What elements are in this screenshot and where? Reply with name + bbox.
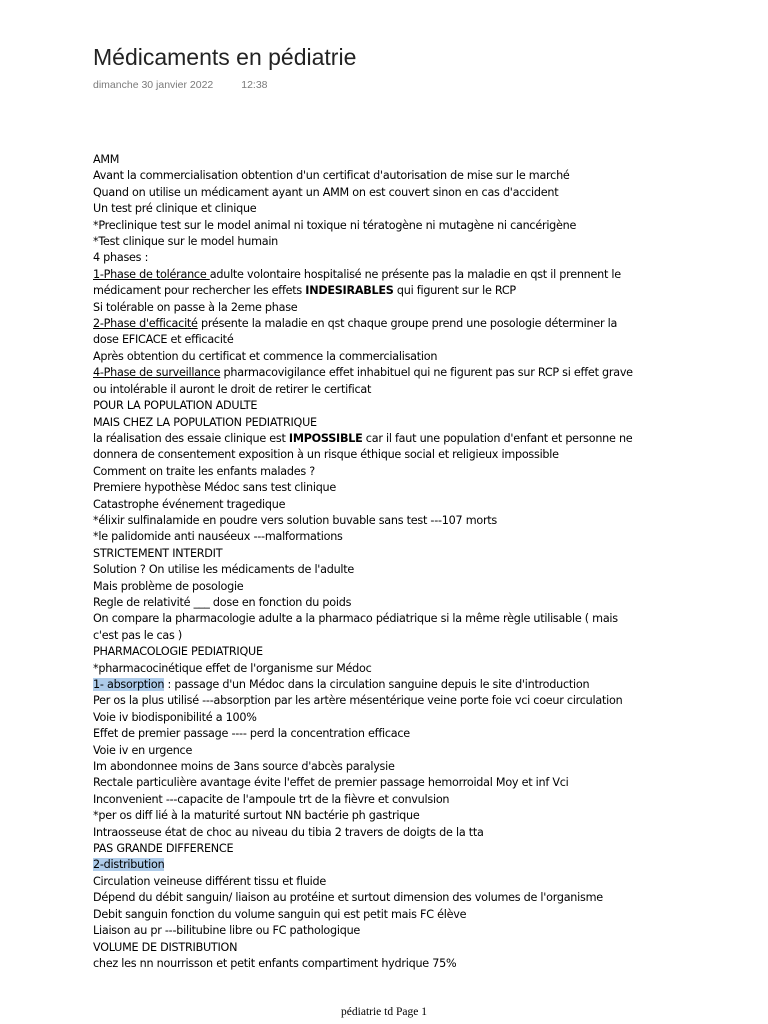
bold-phrase: INDESIRABLES	[305, 284, 394, 298]
bold-phrase: IMPOSSIBLE	[288, 431, 363, 445]
note-line	[93, 677, 683, 693]
note-line	[93, 529, 683, 545]
page-time: 12:38	[241, 79, 268, 91]
line-text: *le palidomide anti nauséeux ---malformations	[93, 530, 343, 544]
line-text: adulte volontaire hospitalisé ne présente pas la maladie en qst il prennent le	[209, 267, 621, 281]
note-body	[93, 152, 683, 972]
note-line	[93, 300, 683, 316]
note-line	[93, 447, 683, 463]
line-text: Un test pré clinique et clinique	[93, 202, 257, 216]
line-text: présente la maladie en qst chaque groupe prend une posologie déterminer la	[197, 317, 618, 331]
line-text: Avant la commercialisation obtention d'un certificat d'autorisation de mise sur le marché	[93, 169, 570, 183]
note-line	[93, 168, 683, 184]
line-text: Premiere hypothèse Médoc sans test clinique	[93, 481, 337, 495]
note-line	[93, 218, 683, 234]
note-line	[93, 497, 683, 513]
line-text: *élixir sulfinalamide en poudre vers solution buvable sans test ---107 morts	[93, 513, 498, 527]
line-text: médicament pour rechercher les effets	[93, 284, 306, 298]
note-line	[93, 595, 683, 611]
note-line	[93, 185, 683, 201]
note-line	[93, 365, 683, 381]
line-text: PAS GRANDE DIFFERENCE	[93, 842, 234, 856]
note-line	[93, 825, 683, 841]
line-text: c'est pas le cas )	[93, 628, 183, 642]
line-text: POUR LA POPULATION ADULTE	[93, 399, 258, 413]
underlined-phrase: 1-Phase de tolérance	[93, 267, 210, 281]
line-text: Inconvenient ---capacite de l'ampoule trt de la fièvre et convulsion	[93, 792, 450, 806]
note-line	[93, 480, 683, 496]
line-text: Comment on traite les enfants malades ?	[93, 464, 315, 478]
line-text: Quand on utilise un médicament ayant un AMM on est couvert sinon en cas d'accident	[93, 185, 559, 199]
note-line	[93, 907, 683, 923]
note-line	[93, 431, 683, 447]
line-text: donnera de consentement exposition à un risque éthique social et religieux impossible	[93, 448, 559, 462]
note-line	[93, 398, 683, 414]
line-text: Solution ? On utilise les médicaments de l'adulte	[93, 563, 355, 577]
line-text: Mais problème de posologie	[93, 579, 244, 593]
line-text: *pharmacocinétique effet de l'organisme sur Médoc	[93, 661, 372, 675]
line-text: Après obtention du certificat et commence la commercialisation	[93, 349, 438, 363]
note-line	[93, 841, 683, 857]
line-text: AMM	[93, 153, 120, 166]
highlighted-heading: 1- absorption	[93, 678, 165, 691]
underlined-phrase: 2-Phase d'efficacité	[93, 317, 198, 331]
line-text: Intraosseuse état de choc au niveau du tibia 2 travers de doigts de la tta	[93, 825, 484, 839]
note-line	[93, 808, 683, 824]
note-line	[93, 546, 683, 562]
note-line	[93, 775, 683, 791]
line-text: Voie iv en urgence	[93, 743, 193, 757]
line-text: : passage d'un Médoc dans la circulation sanguine depuis le site d'introduction	[164, 678, 590, 691]
line-text: Im abondonnee moins de 3ans source d'abcès paralysie	[93, 760, 395, 774]
line-text: Voie iv biodisponibilité a 100%	[93, 710, 257, 724]
page-metadata	[93, 79, 268, 91]
line-text: Per os la plus utilisé ---absorption par les artère mésentérique veine porte foie vci coeur circulation	[93, 694, 623, 708]
note-line	[93, 874, 683, 890]
note-line	[93, 710, 683, 726]
note-line	[93, 857, 683, 873]
line-text: *Preclinique test sur le model animal ni toxique ni tératogène ni mutagène ni cancérigène	[93, 218, 577, 232]
note-line	[93, 349, 683, 365]
note-line	[93, 661, 683, 677]
line-text: Circulation veineuse différent tissu et fluide	[93, 874, 327, 888]
line-text: On compare la pharmacologie adulte a la pharmaco pédiatrique si la même règle utilisable ( mais	[93, 612, 618, 626]
highlighted-heading: 2-distribution	[93, 858, 165, 872]
note-line	[93, 743, 683, 759]
note-line	[93, 759, 683, 775]
line-text: Si tolérable on passe à la 2eme phase	[93, 300, 298, 314]
note-line	[93, 644, 683, 660]
line-text: STRICTEMENT INTERDIT	[93, 546, 223, 560]
line-text: Regle de relativité ___ dose en fonction du poids	[93, 595, 352, 609]
note-line	[93, 464, 683, 480]
note-line	[93, 234, 683, 250]
note-line	[93, 513, 683, 529]
line-text: Rectale particulière avantage évite l'effet de premier passage hemorroidal Moy et inf Vci	[93, 776, 569, 790]
note-line	[93, 792, 683, 808]
line-text: Effet de premier passage ---- perd la concentration efficace	[93, 727, 410, 741]
line-text: MAIS CHEZ LA POPULATION PEDIATRIQUE	[93, 415, 317, 429]
note-line	[93, 250, 683, 266]
line-text: Catastrophe événement tragedique	[93, 497, 286, 511]
note-line	[93, 201, 683, 217]
note-line	[93, 415, 683, 431]
note-line	[93, 628, 683, 644]
line-text: pharmacovigilance effet inhabituel qui ne figurent pas sur RCP si effet grave	[220, 366, 633, 380]
page-footer: pédiatrie td Page 1	[341, 1006, 427, 1018]
line-text: chez les nn nourrisson et petit enfants compartiment hydrique 75%	[93, 956, 457, 970]
note-line	[93, 890, 683, 906]
line-text: dose EFICACE et efficacité	[93, 333, 234, 347]
note-line	[93, 940, 683, 956]
line-text: PHARMACOLOGIE PEDIATRIQUE	[93, 645, 263, 659]
note-line	[93, 316, 683, 332]
line-text: Liaison au pr ---bilitubine libre ou FC pathologique	[93, 924, 361, 938]
line-text: la réalisation des essaie clinique est	[93, 431, 289, 445]
note-line	[93, 579, 683, 595]
note-line	[93, 382, 683, 398]
underlined-phrase: 4-Phase de surveillance	[93, 366, 221, 380]
note-line	[93, 332, 683, 348]
line-text: VOLUME DE DISTRIBUTION	[93, 940, 238, 954]
note-line	[93, 152, 683, 168]
note-line	[93, 923, 683, 939]
note-line	[93, 693, 683, 709]
note-line	[93, 611, 683, 627]
line-text: ou intolérable il auront le droit de retirer le certificat	[93, 382, 372, 396]
note-line	[93, 562, 683, 578]
line-text: 4 phases :	[93, 251, 149, 265]
line-text: *Test clinique sur le model humain	[93, 235, 279, 249]
note-line	[93, 956, 683, 972]
line-text: car il faut une population d'enfant et personne ne	[362, 431, 633, 445]
page-date: dimanche 30 janvier 2022	[93, 79, 214, 91]
note-line	[93, 726, 683, 742]
line-text: *per os diff lié à la maturité surtout NN bactérie ph gastrique	[93, 809, 420, 823]
note-line	[93, 283, 683, 299]
page-title: Médicaments en pédiatrie	[93, 44, 357, 70]
line-text: Debit sanguin fonction du volume sanguin qui est petit mais FC élève	[93, 907, 467, 921]
line-text: qui figurent sur le RCP	[393, 284, 516, 298]
note-line	[93, 267, 683, 283]
line-text: Dépend du débit sanguin/ liaison au protéine et surtout dimension des volumes de l'organisme	[93, 891, 603, 905]
